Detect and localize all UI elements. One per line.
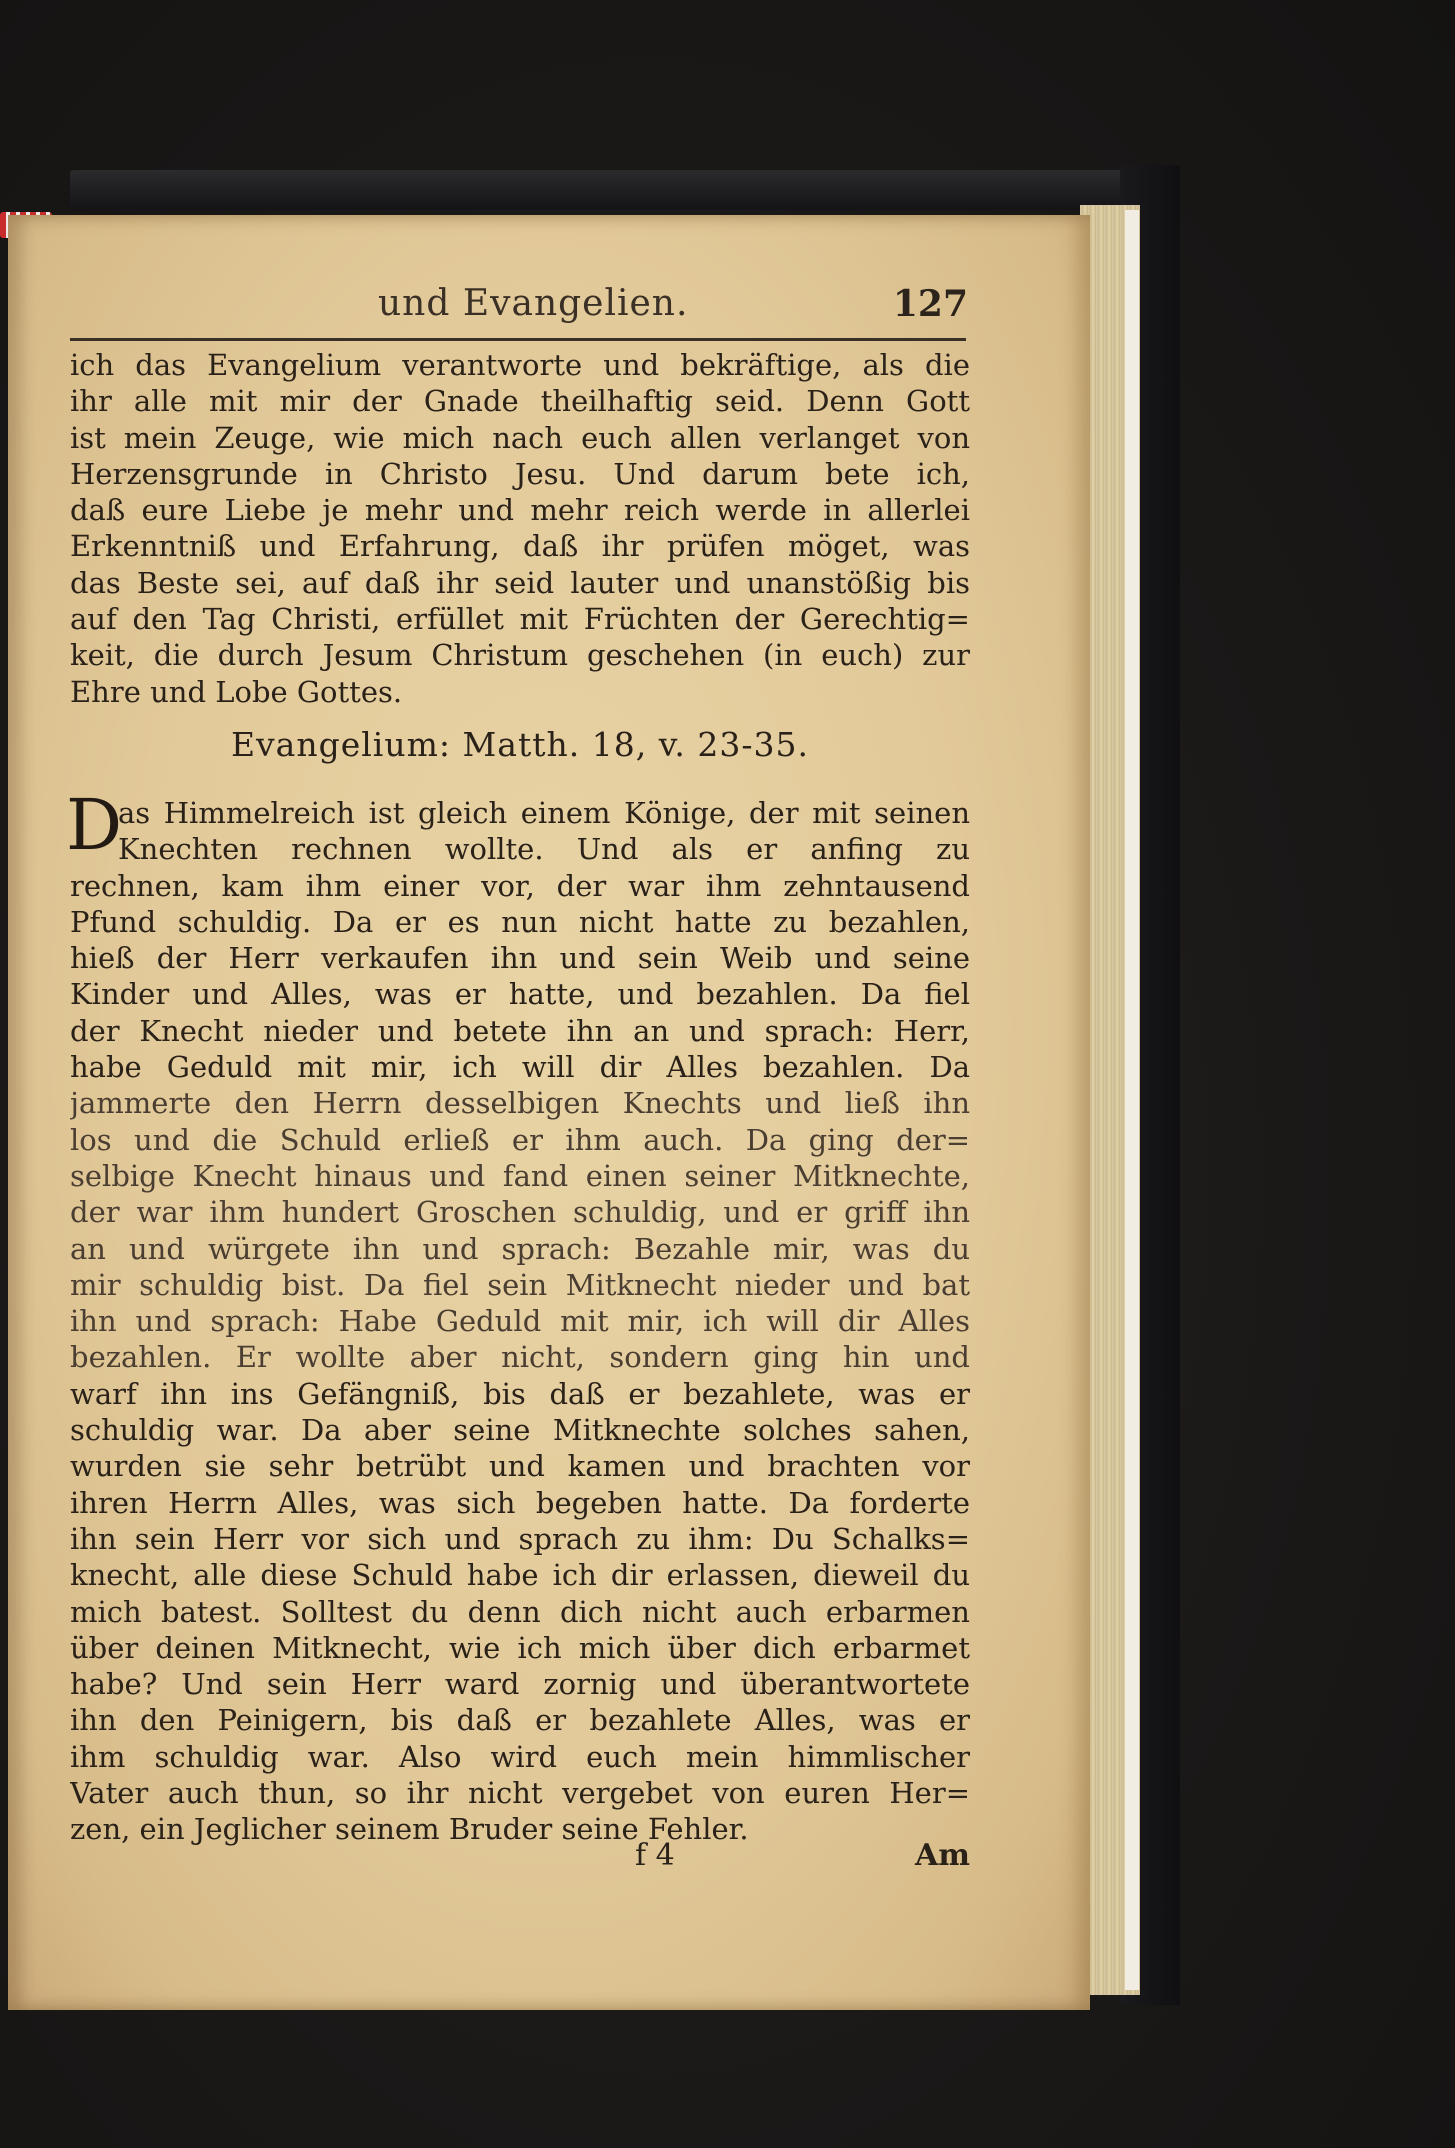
page-footer xyxy=(70,1838,970,1878)
text-line: ihn sein Herr vor sich und sprach zu ihm: Du Schalks= xyxy=(70,1521,970,1556)
book-page xyxy=(8,215,1090,2010)
text-line: los und die Schuld erließ er ihm auch. Da ging der= xyxy=(70,1122,970,1157)
text-line: Pfund schuldig. Da er es nun nicht hatte zu bezahlen, xyxy=(70,904,970,939)
text-line: der war ihm hundert Groschen schuldig, und er griff ihn xyxy=(70,1195,970,1230)
text-line: jammerte den Herrn desselbigen Knechts und ließ ihn xyxy=(70,1086,970,1121)
text-line: keit, die durch Jesum Christum geschehen (in euch) zur xyxy=(70,638,970,673)
signature-mark: f 4 xyxy=(635,1838,675,1873)
text-line: ihr alle mit mir der Gnade theilhaftig seid. Denn Gott xyxy=(70,384,970,419)
page-header xyxy=(68,275,968,335)
text-line: Knechten rechnen wollte. Und als er anfing zu xyxy=(118,832,970,867)
text-line: schuldig war. Da aber seine Mitknechte solches sahen, xyxy=(70,1413,970,1448)
book-cover-top-edge xyxy=(70,170,1180,210)
text-line: rechnen, kam ihm einer vor, der war ihm zehntausend xyxy=(70,868,970,903)
text-line: Erkenntniß und Erfahrung, daß ihr prüfen möget, was xyxy=(70,529,970,564)
text-line: an und würgete ihn und sprach: Bezahle mir, was du xyxy=(70,1231,970,1266)
page-number: 127 xyxy=(892,283,968,325)
drop-cap: D xyxy=(66,784,123,866)
page-stack-edge-highlight xyxy=(1125,210,1139,1990)
gospel-text xyxy=(70,795,970,1848)
text-line: habe? Und sein Herr ward zornig und überantwortete xyxy=(70,1667,970,1702)
text-line: ihn und sprach: Habe Geduld mit mir, ich will dir Alles xyxy=(70,1304,970,1339)
text-line: über deinen Mitknecht, wie ich mich über dich erbarmet xyxy=(70,1630,970,1665)
header-rule xyxy=(70,338,966,341)
text-line: Ehre und Lobe Gottes. xyxy=(70,674,403,709)
gospel-heading: Evangelium: Matth. 18, v. 23-35. xyxy=(230,725,810,764)
text-line: zen, ein Jeglicher seinem Bruder seine Fehler. xyxy=(70,1812,749,1847)
text-line: bezahlen. Er wollte aber nicht, sondern ging hin und xyxy=(70,1340,970,1375)
text-line: ihren Herrn Alles, was sich begeben hatte. Da forderte xyxy=(70,1485,970,1520)
text-line: as Himmelreich ist gleich einem Könige, der mit seinen xyxy=(118,796,970,830)
text-line: warf ihn ins Gefängniß, bis daß er bezahlete, was er xyxy=(70,1376,970,1411)
text-line: habe Geduld mit mir, ich will dir Alles bezahlen. Da xyxy=(70,1050,970,1085)
text-line: knecht, alle diese Schuld habe ich dir erlassen, dieweil du xyxy=(70,1558,970,1593)
text-line: Vater auch thun, so ihr nicht vergebet von euren Her= xyxy=(70,1776,970,1811)
catchword: Am xyxy=(914,1838,970,1873)
text-line: Kinder und Alles, was er hatte, und bezahlen. Da fiel xyxy=(70,977,970,1012)
text-line: ihm schuldig war. Also wird euch mein himmlischer xyxy=(70,1739,970,1774)
text-line: daß eure Liebe je mehr und mehr reich werde in allerlei xyxy=(70,493,970,528)
running-head: und Evangelien. xyxy=(378,283,689,324)
text-line: wurden sie sehr betrübt und kamen und brachten vor xyxy=(70,1449,970,1484)
text-line: ist mein Zeuge, wie mich nach euch allen verlanget von xyxy=(70,420,970,455)
text-line: mich batest. Solltest du denn dich nicht auch erbarmen xyxy=(70,1594,970,1629)
epistle-text xyxy=(70,347,970,710)
text-line: der Knecht nieder und betete ihn an und sprach: Herr, xyxy=(70,1013,970,1048)
text-line: ich das Evangelium verantworte und bekräftige, als die xyxy=(70,348,970,382)
text-line: das Beste sei, auf daß ihr seid lauter und unanstößig bis xyxy=(70,565,970,600)
text-line: Herzensgrunde in Christo Jesu. Und darum bete ich, xyxy=(70,456,970,491)
text-line: mir schuldig bist. Da fiel sein Mitknecht nieder und bat xyxy=(70,1267,970,1302)
text-line: hieß der Herr verkaufen ihn und sein Weib und seine xyxy=(70,941,970,976)
text-line: auf den Tag Christi, erfüllet mit Früchten der Gerechtig= xyxy=(70,602,970,637)
text-line: ihn den Peinigern, bis daß er bezahlete Alles, was er xyxy=(70,1703,970,1738)
text-line: selbige Knecht hinaus und fand einen seiner Mitknechte, xyxy=(70,1158,970,1193)
